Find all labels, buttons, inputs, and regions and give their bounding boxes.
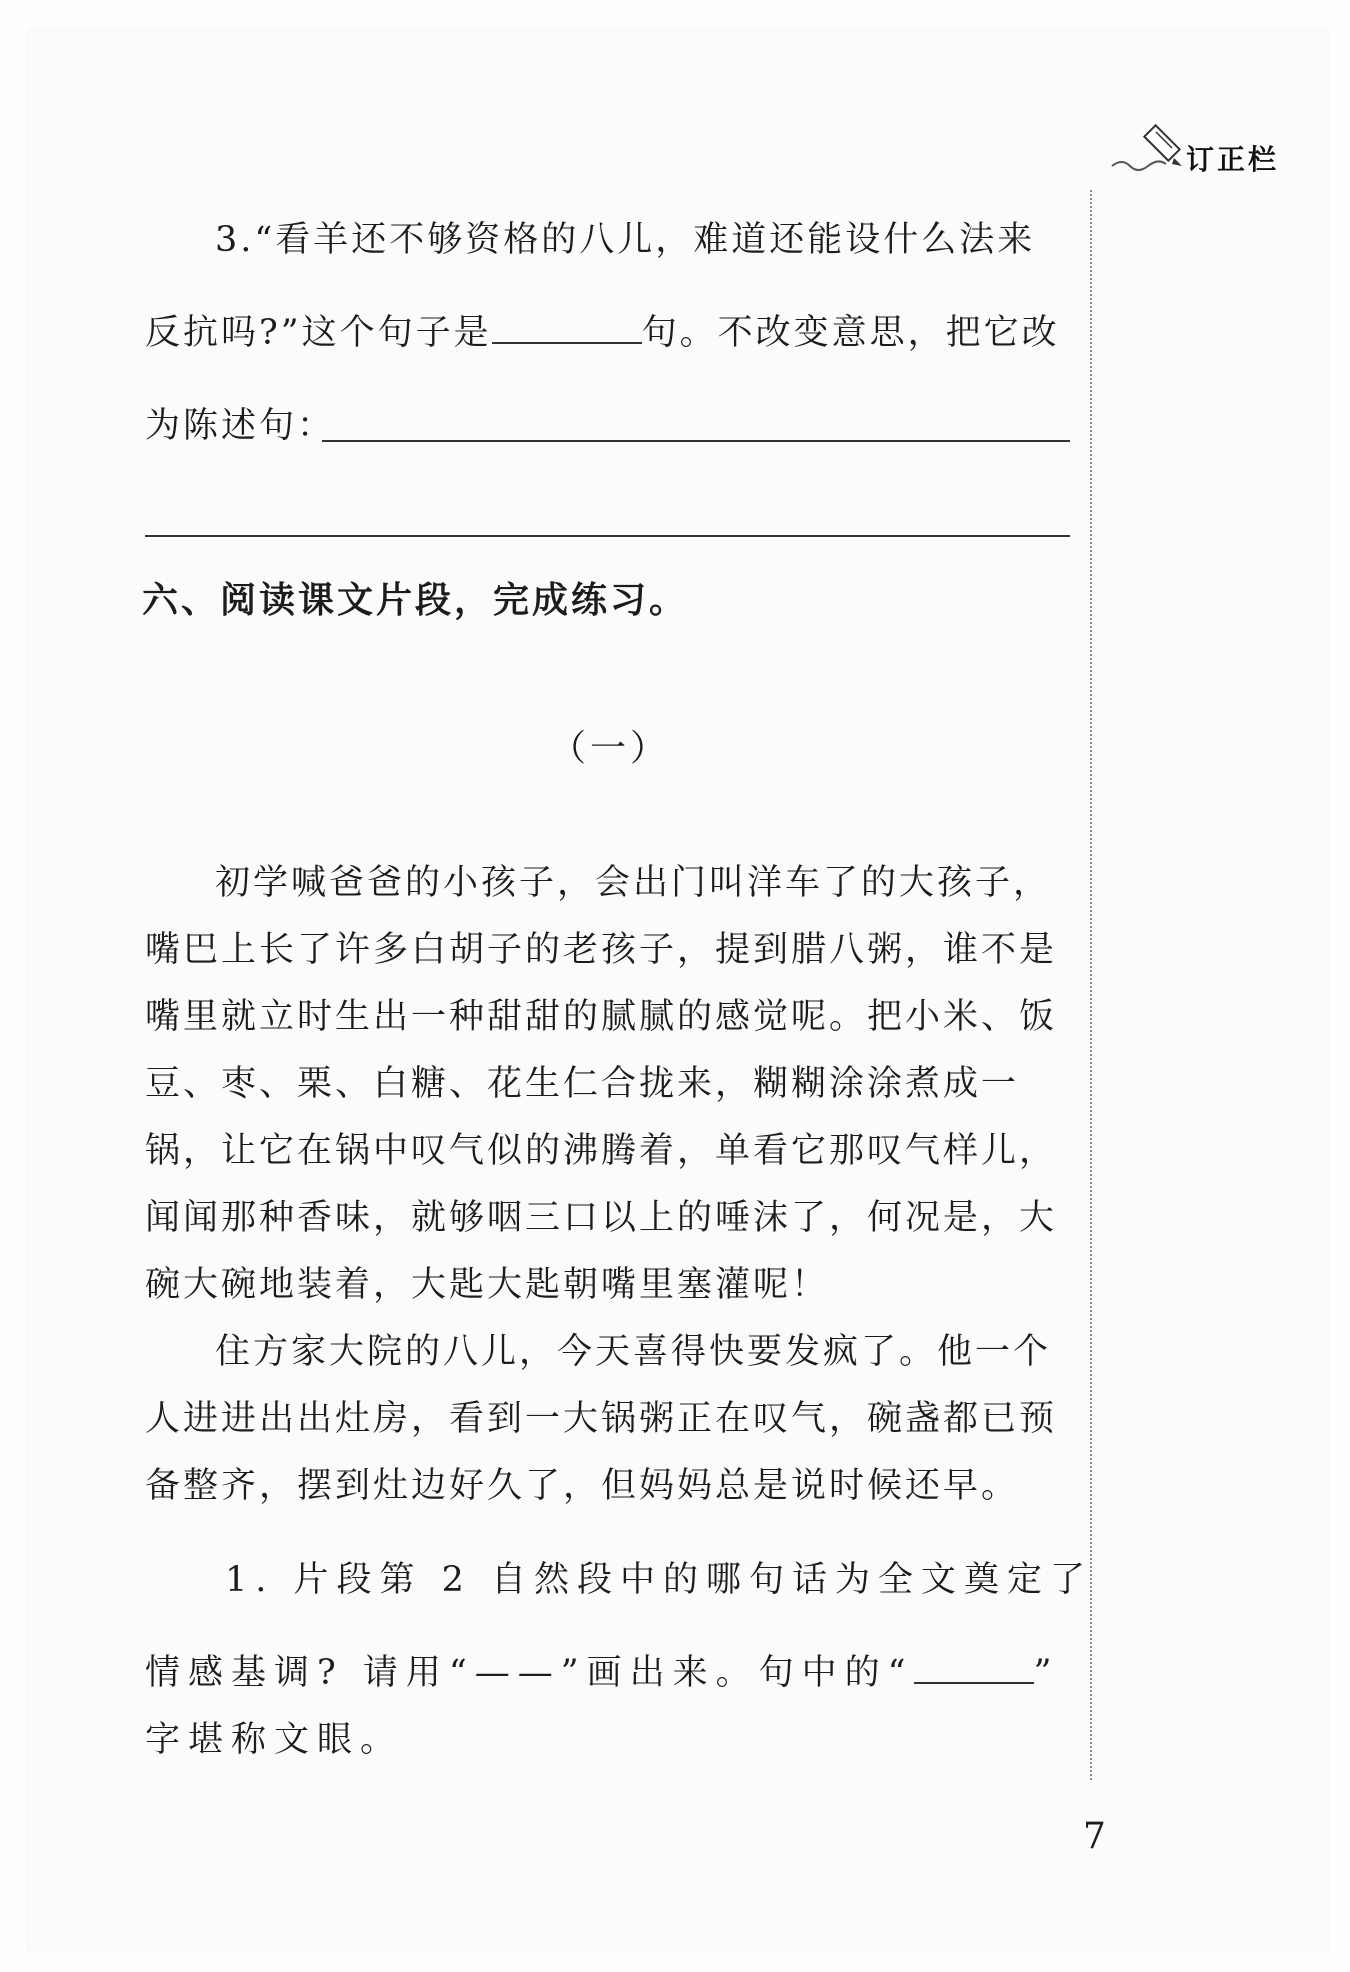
answer-line-2[interactable] — [145, 535, 1070, 537]
pencil-icon — [1110, 118, 1190, 178]
q1-line2-post: ” — [1033, 1653, 1060, 1693]
section-subheading: （一） — [549, 728, 670, 769]
answer-line-1[interactable] — [322, 440, 1070, 442]
page-number: 7 — [1083, 1816, 1106, 1857]
correction-label: 订正栏 — [1186, 143, 1280, 176]
margin-dotted-line — [1090, 190, 1092, 1780]
section-heading: 六、阅读课文片段，完成练习。 — [142, 580, 689, 621]
q3-line1: 3.“看羊还不够资格的八儿，难道还能设什么法来 — [215, 220, 1036, 260]
q3-line3-label: 为陈述句： — [145, 406, 336, 446]
answer-blank-sentence-type[interactable] — [492, 314, 642, 344]
q3-line2 — [145, 305, 1075, 355]
passage — [145, 850, 1075, 1520]
q1-line2-pre: 情感基调? 请用“——”画出来。句中的“ — [145, 1653, 914, 1693]
q1-line3: 字堪称文眼。 — [145, 1720, 404, 1760]
q3-line2-pre: 反抗吗?”这个句子是 — [145, 313, 492, 353]
q1-line1: 1. 片段第 2 自然段中的哪句话为全文奠定了 — [225, 1560, 1094, 1600]
q3-line2-post: 句。不改变意思，把它改 — [641, 313, 1060, 353]
passage-paragraph-1: 初学喊爸爸的小孩子，会出门叫洋车了的大孩子，嘴巴上长了许多白胡子的老孩子，提到腊八粥，谁不是嘴里就立时生出一种甜甜的腻腻的感觉呢。把小米、饭豆、枣、栗、白糖、花生仁合拢来，糊糊涂涂煮成一锅，让它在锅中叹气似的沸腾着，单看它那叹气样儿，闻闻那种香味，就够咽三口以上的唾沫了，何况是，大碗大碗地装着，大匙大匙朝嘴里塞灌呢！ — [145, 863, 1058, 1305]
q1-line2 — [145, 1645, 1075, 1695]
correction-column-header — [1110, 118, 1330, 178]
answer-blank-key-word[interactable] — [914, 1654, 1034, 1684]
passage-paragraph-2: 住方家大院的八儿，今天喜得快要发疯了。他一个人进进出出灶房，看到一大锅粥正在叹气，碗盏都已预备整齐，摆到灶边好久了，但妈妈总是说时候还早。 — [145, 1332, 1058, 1506]
